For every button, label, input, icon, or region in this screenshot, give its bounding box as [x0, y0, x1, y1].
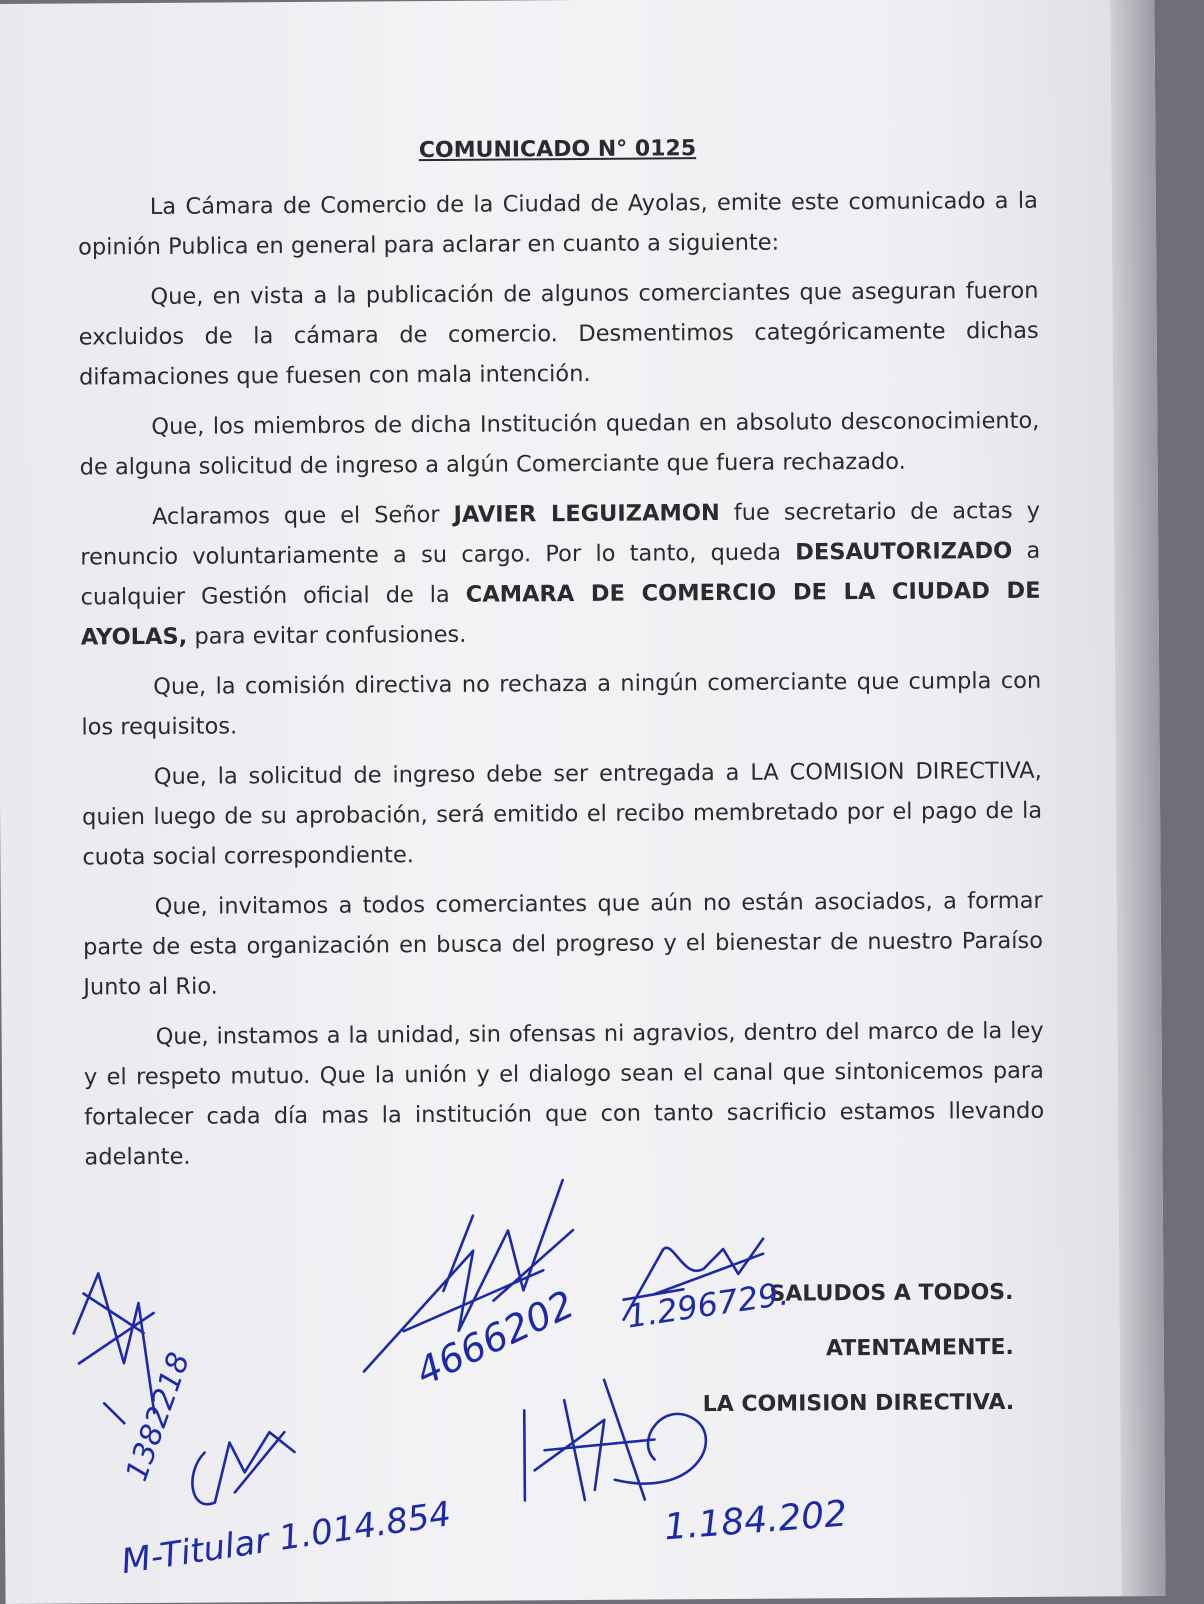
paragraph-1: La Cámara de Comercio de la Ciudad de Ayolas, emite este comunicado a la opinión Publica en general para aclarar en cuanto a siguiente: [78, 187, 1038, 261]
paragraph-2: Que, en vista a la publicación de algunos comerciantes que aseguran fueron excluidos de la cámara de comercio. Desmentimos categóricamente dichas difamaciones que fuesen con mala intención. [78, 277, 1039, 391]
paragraph-5: Que, la comisión directiva no rechaza a ningún comerciante que cumpla con los requisitos. [81, 667, 1042, 741]
signature-4 [192, 1432, 295, 1504]
signature-5 [524, 1379, 706, 1500]
signature-3 [73, 1273, 154, 1424]
paragraph-8: Que, instamos a la unidad, sin ofensas ni agravios, dentro del marco de la ley y el respeto mutuo. Que la unión y el dialogo sean el canal que sintonicemos para fortalecer cada día mas la institución que con tanto sacrificio estamos llevando adelante. [83, 1017, 1045, 1171]
handwritten-id-3: 1382218 [119, 1348, 198, 1486]
paragraph-6: Que, la solicitud de ingreso debe ser entregada a LA COMISION DIRECTIVA, quien luego de su aprobación, será emitido el recibo membretado por el pago de la cuota social correspondiente. [82, 757, 1043, 871]
organization-name: CAMARA DE COMERCIO DE LA CIUDAD DE AYOLAS, [80, 577, 1041, 651]
closing-signatory: LA COMISION DIRECTIVA. [702, 1389, 1015, 1418]
handwritten-id-4: M-Titular 1.014.854 [118, 1493, 454, 1583]
paragraph-4: Aclaramos que el Señor JAVIER LEGUIZAMON fue secretario de actas y renuncio voluntariamente a su cargo. Por lo tanto, queda DESAUTORIZADO a cualquier Gestión oficial de la CAMARA DE COMERCIO DE LA CIUDAD DE AYOLAS, para evitar confusiones. [80, 497, 1041, 651]
paragraph-3: Que, los miembros de dicha Institución quedan en absoluto desconocimiento, de alguna solicitud de ingreso a algún Comerciante que fuera rechazado. [79, 407, 1040, 481]
handwritten-id-5: 1.184.202 [662, 1493, 849, 1549]
paragraph-7: Que, invitamos a todos comerciantes que aún no están asociados, a formar parte de esta organización en busca del progreso y el bienestar de nuestro Paraíso Junto al Rio. [82, 887, 1044, 1001]
closing-greeting: SALUDOS A TODOS. [769, 1279, 1014, 1307]
name-javier-leguizamon: JAVIER LEGUIZAMON [453, 500, 720, 528]
closing-regards: ATENTAMENTE. [825, 1334, 1014, 1362]
handwritten-id-2: 1.296729. [624, 1274, 791, 1336]
document-title: COMUNICADO N° 0125 [418, 136, 697, 164]
desautorizado-label: DESAUTORIZADO [795, 537, 1013, 566]
handwritten-id-1: 4666202 [409, 1281, 581, 1395]
